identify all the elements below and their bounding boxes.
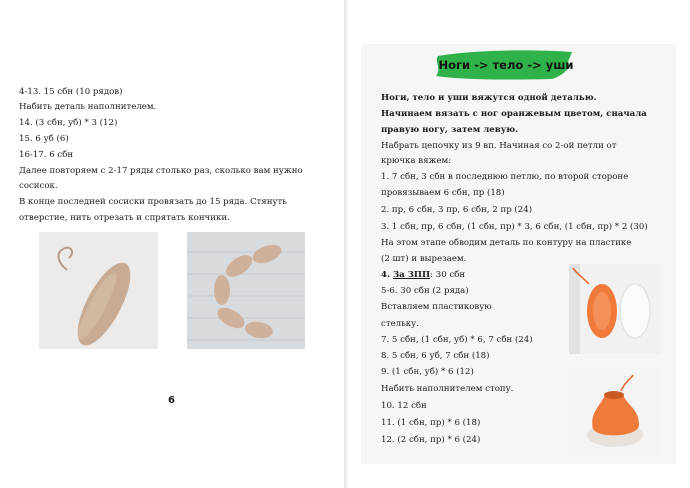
left-line-2: Набить деталь наполнителем.: [19, 102, 157, 112]
right-line-14: стельку.: [381, 319, 419, 329]
row4-underlined: За ЗПП: [392, 270, 431, 280]
left-line-4: 15. 6 уб (6): [19, 134, 69, 144]
row4-suffix: : 30 сбн: [430, 270, 466, 280]
left-line-6: Далее повторяем с 2-17 ряды столько раз, сколько вам нужно: [19, 166, 303, 176]
left-line-3: 14. (3 сбн, уб) * 3 (12): [19, 118, 118, 128]
left-line-5: 16-17. 6 сбн: [19, 150, 74, 160]
right-line-12: 5-6. 30 сбн (2 ряда): [381, 286, 469, 296]
right-line-8: 2. пр, 6 сбн, 3 пр, 6 сбн, 2 пр (24): [381, 205, 533, 215]
right-line-16: 8. 5 сбн, 6 уб, 7 сбн (18): [381, 351, 490, 361]
page-number: 6: [168, 395, 175, 406]
right-line-11: (2 шт) и вырезаем.: [381, 254, 467, 264]
right-line-17: 9. (1 сбн, уб) * 6 (12): [381, 367, 474, 377]
photo-orange-sole: [569, 264, 661, 354]
right-line-6: 1. 7 сбн, 3 сбн в последнюю петлю, по второй стороне: [381, 172, 629, 182]
right-line-2: Начинаем вязать с ног оранжевым цветом, сначала: [381, 109, 647, 119]
right-line-19: 10. 12 сбн: [381, 401, 427, 411]
right-line-row4: [381, 269, 465, 281]
right-line-18: Набить наполнителем стопу.: [381, 384, 514, 394]
left-line-7: сосисок.: [19, 181, 58, 191]
right-line-9: 3. 1 сбн, пр, 6 сбн, (1 сбн, пр) * 3, 6 сбн, (1 сбн, пр) * 2 (30): [381, 222, 648, 232]
right-line-1: Ноги, тело и уши вяжутся одной деталью.: [381, 93, 597, 103]
right-line-4: Набрать цепочку из 9 вп. Начиная со 2-ой петли от: [381, 141, 617, 151]
right-line-3: правую ногу, затем левую.: [381, 125, 519, 135]
right-line-5: крючка вяжем:: [381, 156, 452, 166]
left-line-8: В конце последней сосиски провязать до 15 ряда. Стянуть: [19, 197, 287, 207]
photo-sausage-chain: [187, 232, 305, 349]
row4-prefix: 4.: [381, 270, 393, 280]
right-line-20: 11. (1 сбн, пр) * 6 (18): [381, 418, 481, 428]
right-line-15: 7. 5 сбн, (1 сбн, уб) * 6, 7 сбн (24): [381, 335, 533, 345]
left-line-1: 4-13. 15 сбн (10 рядов): [19, 87, 123, 97]
right-line-10: На этом этапе обводим деталь по контуру на пластике: [381, 238, 632, 248]
left-line-9: отверстие, нить отрезать и спрятать кончики.: [19, 213, 230, 223]
right-line-13: Вставляем пластиковую: [381, 302, 492, 312]
right-line-21: 12. (2 сбн, пр) * 6 (24): [381, 435, 481, 445]
left-page: [0, 0, 344, 488]
photo-orange-foot: [569, 367, 661, 457]
photo-sausage-single: [39, 232, 158, 349]
section-title: Ноги -> тело -> уши: [438, 58, 574, 72]
right-line-7: провязываем 6 сбн, пр (18): [381, 188, 505, 198]
